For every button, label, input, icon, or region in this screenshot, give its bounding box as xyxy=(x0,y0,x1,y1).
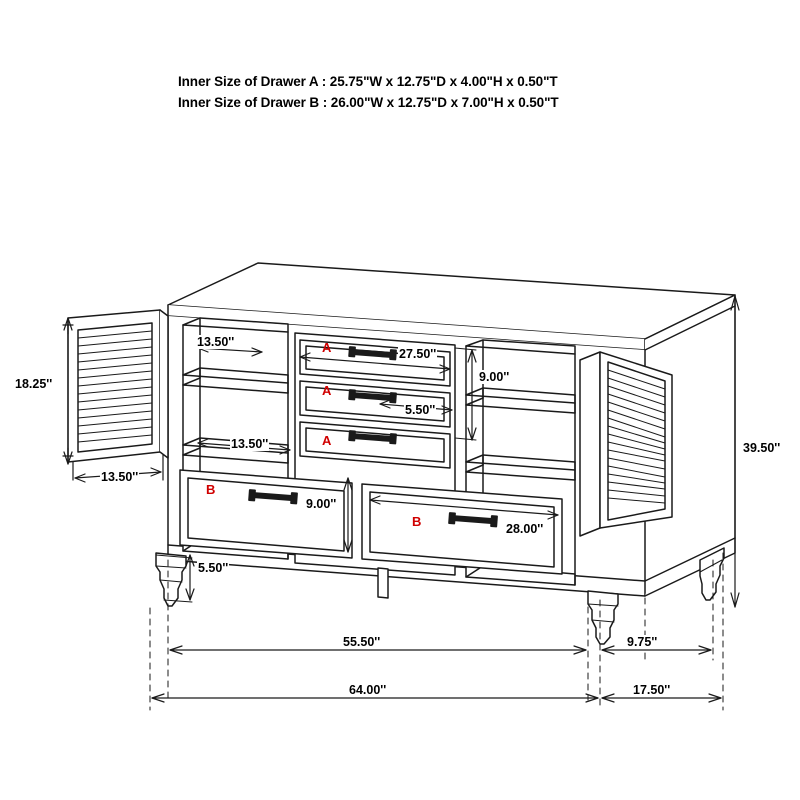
drawer-tag-b-2: B xyxy=(412,514,422,529)
dim-drawer-b-height: 9.00'' xyxy=(306,497,337,511)
dim-drawer-column-height: 9.00'' xyxy=(479,370,510,384)
drawer-tag-a-3: A xyxy=(322,433,332,448)
dim-door-width: 13.50'' xyxy=(101,470,139,484)
drawer-tag-a-2: A xyxy=(322,383,332,398)
dim-drawer-b-width: 28.00'' xyxy=(506,522,544,536)
dim-overall-width: 64.00'' xyxy=(349,683,387,697)
dim-leg-height: 5.50'' xyxy=(198,561,229,575)
dim-shelf-height-left: 18.25'' xyxy=(15,377,53,391)
dim-overall-height: 39.50'' xyxy=(743,441,781,455)
dim-depth-side: 9.75'' xyxy=(627,635,658,649)
spec-line-drawer-b: Inner Size of Drawer B : 26.00"W x 12.75"D x 7.00"H x 0.50"T xyxy=(178,95,559,110)
drawer-tag-b-1: B xyxy=(206,482,216,497)
dim-shelf-depth-top: 13.50'' xyxy=(197,335,235,349)
dim-drawer-a-width: 27.50'' xyxy=(399,347,437,361)
dim-shelf-depth-bottom: 13.50'' xyxy=(231,437,269,451)
dim-drawer-a-height: 5.50'' xyxy=(405,403,436,417)
drawer-tag-a-1: A xyxy=(322,340,332,355)
dim-overall-depth: 17.50'' xyxy=(633,683,671,697)
spec-line-drawer-a: Inner Size of Drawer A : 25.75"W x 12.75"D x 4.00"H x 0.50"T xyxy=(178,74,558,89)
dim-body-width: 55.50'' xyxy=(343,635,381,649)
